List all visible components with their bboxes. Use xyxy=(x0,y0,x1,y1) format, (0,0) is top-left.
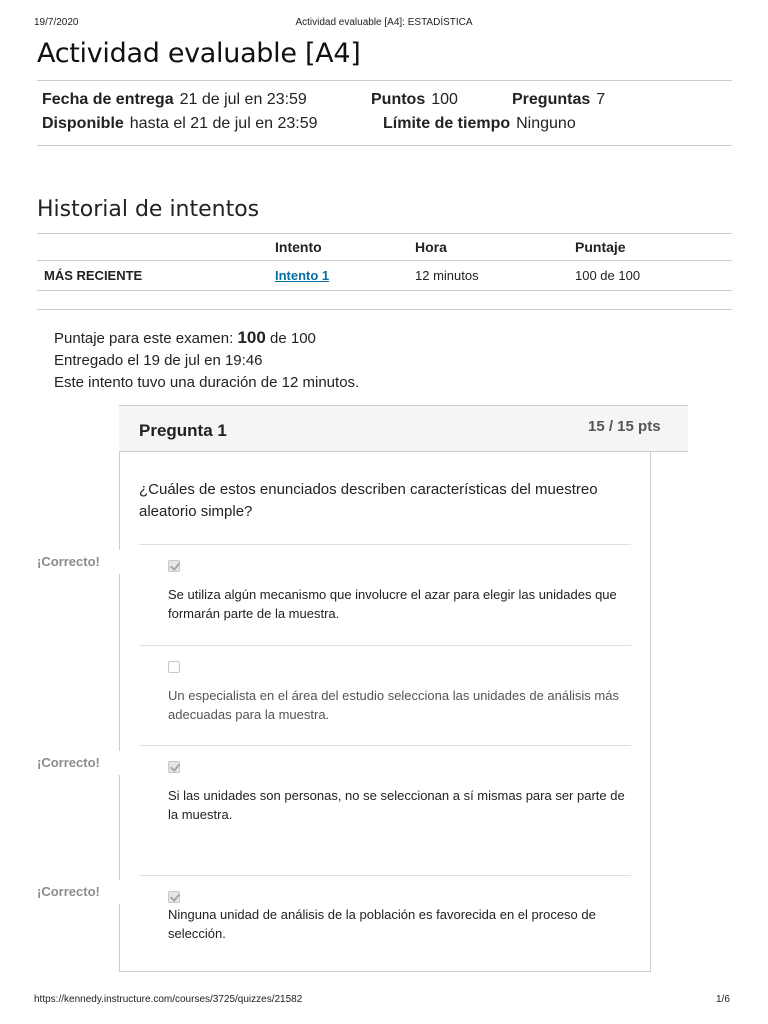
answer-option: Ninguna unidad de análisis de la población es favorecida en el proceso de selección. xyxy=(168,907,596,941)
divider xyxy=(37,145,732,146)
answer-option: Se utiliza algún mecanismo que involucre el azar para elegir las unidades que formarán parte de la muestra. xyxy=(168,587,617,621)
question-points: 15 / 15 pts xyxy=(588,418,661,435)
column-header-attempt: Intento xyxy=(275,239,322,255)
correct-flag: ¡Correcto! xyxy=(37,884,100,899)
questions-count: Preguntas 7 xyxy=(512,91,606,108)
answer-divider xyxy=(139,875,631,876)
checkbox-checked-icon[interactable] xyxy=(168,891,180,903)
available-until: Disponible hasta el 21 de jul en 23:59 xyxy=(42,115,318,132)
column-header-time: Hora xyxy=(415,239,447,255)
time-limit: Límite de tiempo Ninguno xyxy=(383,115,576,132)
due-date: Fecha de entrega 21 de jul en 23:59 xyxy=(42,91,307,108)
row-label: MÁS RECIENTE xyxy=(44,268,143,283)
question-title: Pregunta 1 xyxy=(139,421,227,440)
attempt-score: 100 de 100 xyxy=(575,268,641,283)
print-page-number: 1/6 xyxy=(716,994,730,1005)
checkbox-checked-icon[interactable] xyxy=(168,761,180,773)
print-date: 19/7/2020 xyxy=(34,17,79,28)
exam-score: Puntaje para este examen: 100 de 100 xyxy=(54,328,316,347)
table-top-border xyxy=(37,233,732,234)
print-url: https://kennedy.instructure.com/courses/3725/quizzes/21582 xyxy=(34,994,303,1005)
column-header-score: Puntaje xyxy=(575,239,626,255)
table-row-border xyxy=(37,290,732,291)
answer-divider xyxy=(139,645,631,646)
table-header-border xyxy=(37,260,732,261)
question-text: ¿Cuáles de estos enunciados describen características del muestreo aleatorio simple? xyxy=(139,481,598,520)
answer-option: Un especialista en el área del estudio selecciona las unidades de análisis más adecuadas para la muestra. xyxy=(168,688,619,722)
answer-divider xyxy=(139,544,631,545)
attempt-link[interactable]: Intento 1 xyxy=(275,268,330,283)
divider xyxy=(37,80,732,81)
correct-flag: ¡Correcto! xyxy=(37,554,100,569)
checkbox-checked-icon[interactable] xyxy=(168,560,180,572)
history-title: Historial de intentos xyxy=(37,197,260,222)
correct-flag: ¡Correcto! xyxy=(37,755,100,770)
submitted-date: Entregado el 19 de jul en 19:46 xyxy=(54,352,263,369)
attempt-time: 12 minutos xyxy=(415,268,479,283)
answer-option: Si las unidades son personas, no se seleccionan a sí mismas para ser parte de la muestra. xyxy=(168,788,625,822)
answer-divider xyxy=(139,745,631,746)
divider xyxy=(37,309,732,310)
page-title: Actividad evaluable [A4] xyxy=(37,38,361,69)
attempt-duration: Este intento tuvo una duración de 12 minutos. xyxy=(54,374,360,391)
points: Puntos 100 xyxy=(371,91,458,108)
checkbox-empty-icon[interactable] xyxy=(168,661,180,673)
print-header-title: Actividad evaluable [A4]: ESTADÍSTICA xyxy=(295,17,473,28)
